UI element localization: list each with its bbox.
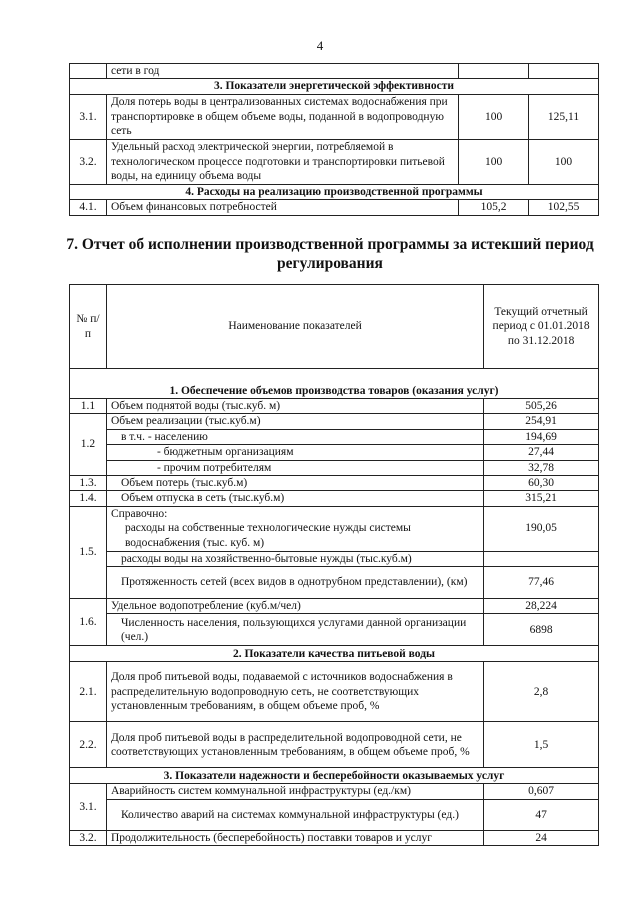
row-text: - бюджетным организациям (106, 445, 483, 460)
row-num: 3.2. (70, 830, 107, 845)
plan-value: 100 (459, 139, 529, 184)
row-value: 32,78 (484, 460, 599, 475)
row-value: 27,44 (484, 445, 599, 460)
row-value: 0,607 (484, 784, 599, 799)
section-2-title: 2. Показатели качества питьевой воды (70, 646, 599, 662)
row-text: Доля потерь воды в централизованных системах водоснабжения при транспортировке в общем объеме воды, поданной в водопроводную сеть (106, 94, 458, 139)
plan-value: 100 (459, 94, 529, 139)
plan-value: 105,2 (459, 200, 529, 215)
reference-label: Справочно: (110, 508, 168, 521)
header-period: Текущий отчетный период с 01.01.2018 по 31.12.2018 (484, 285, 599, 369)
row-num: 3.2. (70, 139, 107, 184)
row-num: 1.6. (70, 599, 107, 646)
row-value: 190,05 (484, 506, 599, 551)
section-1-title: 1. Обеспечение объемов производства товаров (оказания услуг) (70, 384, 599, 399)
header-name: Наименование показателей (106, 285, 483, 369)
row-text: Объем потерь (тыс.куб.м) (106, 475, 483, 490)
row-text: Удельное водопотребление (куб.м/чел) (106, 599, 483, 614)
section-3-title: 3. Показатели надежности и бесперебойности оказываемых услуг (70, 768, 599, 784)
actual-value: 125,11 (529, 94, 599, 139)
section-4-title: 4. Расходы на реализацию производственной программы (70, 184, 599, 199)
row-value: 24 (484, 830, 599, 845)
row-num: 1.2 (70, 414, 107, 476)
row-value: 2,8 (484, 662, 599, 722)
actual-value: 100 (529, 139, 599, 184)
row-value: 60,30 (484, 475, 599, 490)
row-num: 1.5. (70, 506, 107, 598)
report-table (69, 284, 599, 846)
row-value: 254,91 (484, 414, 599, 429)
row-value: 505,26 (484, 399, 599, 414)
row-num: 4.1. (70, 200, 107, 215)
row-text: - прочим потребителям (106, 460, 483, 475)
row-value: 315,21 (484, 491, 599, 506)
row-text: Количество аварий на системах коммунальной инфраструктуры (ед.) (106, 799, 483, 830)
row-text (106, 506, 483, 551)
row-text: Объем финансовых потребностей (106, 200, 458, 215)
row-text: Объем поднятой воды (тыс.куб. м) (106, 399, 483, 414)
row-text: Объем отпуска в сеть (тыс.куб.м) (106, 491, 483, 506)
row-text: Протяженность сетей (всех видов в однотрубном представлении), (км) (106, 567, 483, 599)
row-num: 2.1. (70, 662, 107, 722)
row-text: расходы воды на хозяйственно-бытовые нужды (тыс.куб.м) (106, 551, 483, 566)
row-text: Удельный расход электрической энергии, потребляемой в технологическом процессе подготовки и транспортировки питьевой воды, на единицу объема воды (106, 139, 458, 184)
row-text: Доля проб питьевой воды в распределительной водопроводной сети, не соответствующих установленным требованиям, в общем объеме проб, % (106, 722, 483, 768)
energy-efficiency-table (69, 63, 599, 216)
row-text: Продолжительность (бесперебойность) поставки товаров и услуг (106, 830, 483, 845)
row-value: 6898 (484, 614, 599, 646)
section-3-title: 3. Показатели энергетической эффективности (70, 79, 599, 94)
row-num: 2.2. (70, 722, 107, 768)
row-value: 77,46 (484, 567, 599, 599)
row-num: 3.1. (70, 94, 107, 139)
header-num: № п/п (70, 285, 107, 369)
row-text: в т.ч. - населению (106, 429, 483, 444)
row-num: 3.1. (70, 784, 107, 830)
row-text: Численность населения, пользующихся услугами данной организации (чел.) (106, 614, 483, 646)
row-text: Объем реализации (тыс.куб.м) (106, 414, 483, 429)
actual-value: 102,55 (529, 200, 599, 215)
row-num: 1.4. (70, 491, 107, 506)
continued-text: сети в год (106, 64, 458, 79)
own-needs-text: расходы на собственные технологические нужды системы водоснабжения (тыс. куб. м) (124, 522, 411, 549)
row-num: 1.1 (70, 399, 107, 414)
row-value: 1,5 (484, 722, 599, 768)
row-value: 194,69 (484, 429, 599, 444)
page-number: 4 (316, 38, 324, 53)
row-num: 1.3. (70, 475, 107, 490)
report-section-title: 7. Отчет об исполнении производственной программы за истекший период регулирования (66, 236, 594, 273)
row-text: Доля проб питьевой воды, подаваемой с источников водоснабжения в распределительную водопроводную сеть, не соответствующих установленным требованиям, в общем объеме проб, % (106, 662, 483, 722)
row-value: 47 (484, 799, 599, 830)
row-value: 28,224 (484, 599, 599, 614)
row-text: Аварийность систем коммунальной инфраструктуры (ед./км) (106, 784, 483, 799)
